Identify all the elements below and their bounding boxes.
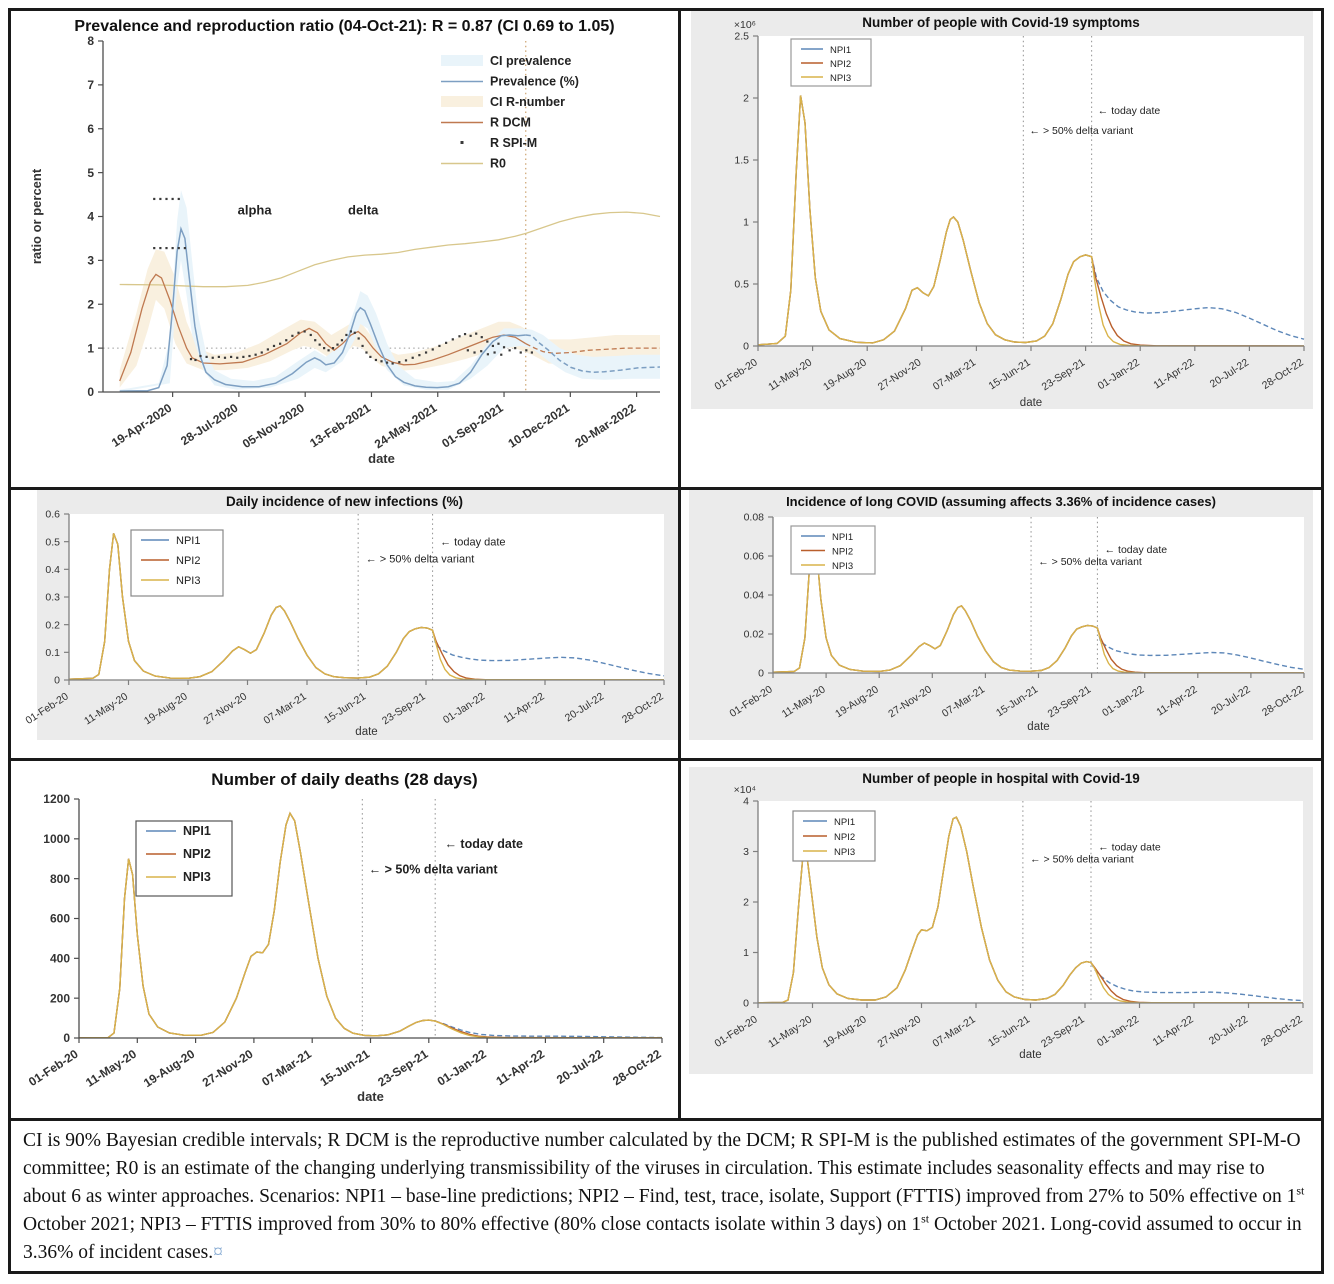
svg-text:07-Mar-21: 07-Mar-21 xyxy=(261,690,309,727)
svg-text:0.2: 0.2 xyxy=(45,619,60,632)
svg-text:0.5: 0.5 xyxy=(734,278,749,291)
svg-text:01-Jan-22: 01-Jan-22 xyxy=(434,1046,489,1089)
panel-daily-deaths xyxy=(11,761,678,1118)
svg-text:24-May-2021: 24-May-2021 xyxy=(371,400,440,452)
svg-text:NPI2: NPI2 xyxy=(834,832,856,843)
svg-text:19-Aug-20: 19-Aug-20 xyxy=(141,690,190,728)
svg-text:20-Jul-22: 20-Jul-22 xyxy=(1206,1013,1251,1048)
svg-text:alpha: alpha xyxy=(237,202,272,218)
svg-text:← > 50% delta variant: ← > 50% delta variant xyxy=(365,553,475,566)
svg-text:0: 0 xyxy=(743,340,749,353)
svg-text:01-Feb-20: 01-Feb-20 xyxy=(712,1013,760,1050)
svg-text:date: date xyxy=(1027,721,1050,733)
svg-text:date: date xyxy=(355,726,378,738)
svg-text:7: 7 xyxy=(87,78,94,93)
svg-text:11-May-20: 11-May-20 xyxy=(766,1013,815,1051)
svg-text:23-Sep-21: 23-Sep-21 xyxy=(1045,683,1094,721)
svg-text:10-Dec-2021: 10-Dec-2021 xyxy=(505,400,572,451)
svg-text:×10⁶: ×10⁶ xyxy=(733,19,756,31)
svg-text:0: 0 xyxy=(743,997,749,1010)
svg-text:5: 5 xyxy=(87,165,94,180)
svg-text:28-Oct-22: 28-Oct-22 xyxy=(1259,683,1306,719)
caption-text: CI is 90% Bayesian credible intervals; R DCM is the reproductive number calculated by the DCM; R SPI-M is the published estimates of the government SPI-M-O committee; R0 is an estimate of the changing underlying transmissibility of the viruses in circulation. This estimate includes seasonality effects and may rise to about 6 as winter approaches. Scenarios: NPI1 – base-line predictions; NPI2 – Find, test, trace, isolate, Support (FTTIS) improved from 27% to 50% effective on 1st October 2021; NPI3 – FTTIS improved from 30% to 80% effective (80% close contacts isolate within 3 days) on 1st October 2021. Long-covid assumed to occur in 3.36% of incident cases.¤ xyxy=(23,1130,1305,1263)
svg-text:6: 6 xyxy=(87,121,94,136)
svg-text:11-Apr-22: 11-Apr-22 xyxy=(493,1046,548,1089)
svg-text:800: 800 xyxy=(49,871,70,886)
svg-text:2: 2 xyxy=(743,896,749,909)
svg-text:Prevalence (%): Prevalence (%) xyxy=(490,74,579,89)
svg-text:NPI1: NPI1 xyxy=(176,535,201,547)
svg-text:15-Jun-21: 15-Jun-21 xyxy=(986,356,1033,393)
svg-text:15-Jun-21: 15-Jun-21 xyxy=(321,690,369,727)
svg-text:19-Aug-20: 19-Aug-20 xyxy=(140,1046,198,1091)
svg-text:ratio or percent: ratio or percent xyxy=(29,168,44,265)
svg-text:1.5: 1.5 xyxy=(734,154,749,167)
svg-text:07-Mar-21: 07-Mar-21 xyxy=(930,356,979,393)
svg-text:1000: 1000 xyxy=(43,832,70,847)
svg-text:8: 8 xyxy=(87,34,94,49)
svg-text:28-Oct-22: 28-Oct-22 xyxy=(1258,1013,1305,1049)
svg-text:0.06: 0.06 xyxy=(743,550,764,563)
svg-text:date: date xyxy=(368,451,395,466)
svg-text:2: 2 xyxy=(87,297,94,312)
svg-text:01-Jan-22: 01-Jan-22 xyxy=(1095,356,1142,393)
svg-text:1200: 1200 xyxy=(43,792,70,807)
svg-text:19-Aug-20: 19-Aug-20 xyxy=(820,1013,869,1051)
svg-text:23-Sep-21: 23-Sep-21 xyxy=(379,690,428,728)
svg-text:← > 50% delta variant: ← > 50% delta variant xyxy=(1029,124,1134,137)
svg-text:28-Oct-22: 28-Oct-22 xyxy=(1259,356,1306,392)
svg-text:28-Oct-22: 28-Oct-22 xyxy=(619,690,666,726)
svg-text:0.1: 0.1 xyxy=(45,647,60,660)
svg-text:01-Sep-2021: 01-Sep-2021 xyxy=(439,400,506,451)
svg-text:200: 200 xyxy=(49,991,70,1006)
svg-text:20-Mar-2022: 20-Mar-2022 xyxy=(572,400,639,451)
panel-hospital-occupancy xyxy=(681,761,1321,1118)
svg-text:23-Sep-21: 23-Sep-21 xyxy=(1039,356,1088,394)
svg-text:15-Jun-21: 15-Jun-21 xyxy=(985,1013,1033,1050)
svg-text:11-Apr-22: 11-Apr-22 xyxy=(1154,683,1200,719)
svg-text:date: date xyxy=(1019,1049,1042,1061)
svg-text:← today date: ← today date xyxy=(440,536,506,549)
svg-text:NPI2: NPI2 xyxy=(830,59,852,70)
svg-text:20-Jul-22: 20-Jul-22 xyxy=(1207,356,1252,391)
svg-text:0: 0 xyxy=(63,1031,70,1046)
svg-text:0: 0 xyxy=(54,674,60,687)
svg-text:NPI3: NPI3 xyxy=(830,73,852,84)
svg-text:NPI1: NPI1 xyxy=(834,817,856,828)
svg-text:NPI3: NPI3 xyxy=(832,561,854,572)
svg-text:Number of people in hospital w: Number of people in hospital with Covid-19 xyxy=(862,771,1140,786)
svg-text:NPI1: NPI1 xyxy=(183,824,211,838)
svg-text:0.4: 0.4 xyxy=(45,564,60,577)
svg-text:2: 2 xyxy=(743,92,749,105)
svg-text:4: 4 xyxy=(743,795,749,808)
svg-text:19-Aug-20: 19-Aug-20 xyxy=(833,683,881,721)
svg-text:13-Feb-2021: 13-Feb-2021 xyxy=(307,400,374,451)
svg-text:0: 0 xyxy=(758,667,764,680)
svg-text:NPI2: NPI2 xyxy=(176,555,201,567)
svg-text:11-Apr-22: 11-Apr-22 xyxy=(1150,1013,1196,1049)
svg-text:07-Mar-21: 07-Mar-21 xyxy=(939,683,988,720)
svg-text:0.5: 0.5 xyxy=(45,536,60,549)
svg-text:11-Apr-22: 11-Apr-22 xyxy=(1151,356,1197,392)
svg-text:600: 600 xyxy=(49,911,70,926)
svg-text:19-Apr-2020: 19-Apr-2020 xyxy=(109,400,175,450)
svg-text:23-Sep-21: 23-Sep-21 xyxy=(375,1046,431,1090)
svg-text:27-Nov-20: 27-Nov-20 xyxy=(875,356,924,394)
svg-text:01-Feb-20: 01-Feb-20 xyxy=(26,1046,81,1090)
svg-text:NPI2: NPI2 xyxy=(832,546,854,558)
panel-long-covid-incidence xyxy=(681,490,1321,758)
svg-text:1: 1 xyxy=(743,947,749,960)
svg-text:05-Nov-2020: 05-Nov-2020 xyxy=(239,400,307,452)
svg-text:01-Jan-22: 01-Jan-22 xyxy=(1100,683,1147,720)
svg-text:01-Jan-22: 01-Jan-22 xyxy=(440,690,488,727)
svg-text:20-Jul-22: 20-Jul-22 xyxy=(554,1046,606,1087)
svg-text:28-Oct-22: 28-Oct-22 xyxy=(610,1046,664,1089)
svg-text:← > 50% delta variant: ← > 50% delta variant xyxy=(368,862,498,877)
svg-text:date: date xyxy=(357,1089,384,1104)
svg-text:Number of daily deaths (28 day: Number of daily deaths (28 days) xyxy=(211,770,478,789)
svg-text:15-Jun-21: 15-Jun-21 xyxy=(317,1046,373,1090)
svg-text:0.6: 0.6 xyxy=(45,508,60,521)
svg-text:NPI3: NPI3 xyxy=(183,870,211,884)
svg-text:11-May-20: 11-May-20 xyxy=(779,683,828,721)
svg-text:23-Sep-21: 23-Sep-21 xyxy=(1038,1013,1087,1051)
figure-frame xyxy=(8,8,1324,1274)
svg-text:27-Nov-20: 27-Nov-20 xyxy=(199,1046,256,1090)
panel-prevalence-reproduction-ratio xyxy=(11,11,678,487)
svg-text:Incidence of long COVID (assum: Incidence of long COVID (assuming affects 3.36% of incidence cases) xyxy=(786,494,1216,509)
svg-text:27-Nov-20: 27-Nov-20 xyxy=(875,1013,924,1051)
panel-daily-incidence xyxy=(11,490,678,758)
long-covid-incidence-chart xyxy=(681,490,1321,758)
svg-text:Prevalence and reproduction ra: Prevalence and reproduction ratio (04-Oct-21): R = 0.87 (CI 0.69 to 1.05) xyxy=(74,18,615,35)
svg-text:11-May-20: 11-May-20 xyxy=(82,690,131,728)
svg-text:1: 1 xyxy=(743,216,749,229)
svg-text:NPI3: NPI3 xyxy=(176,575,201,587)
svg-text:NPI1: NPI1 xyxy=(830,45,852,56)
svg-text:11-Apr-22: 11-Apr-22 xyxy=(501,690,547,726)
svg-text:0.3: 0.3 xyxy=(45,591,60,604)
svg-text:Daily incidence of new infecti: Daily incidence of new infections (%) xyxy=(225,494,464,509)
svg-text:NPI2: NPI2 xyxy=(183,847,211,861)
svg-text:← today date: ← today date xyxy=(1098,841,1161,854)
svg-text:0.02: 0.02 xyxy=(743,628,764,641)
prevalence-reproduction-ratio-chart xyxy=(11,11,678,487)
svg-text:CI prevalence: CI prevalence xyxy=(490,54,572,68)
svg-text:11-May-20: 11-May-20 xyxy=(83,1046,139,1090)
svg-text:date: date xyxy=(1019,397,1043,409)
daily-incidence-chart xyxy=(11,490,678,758)
svg-text:28-Jul-2020: 28-Jul-2020 xyxy=(178,400,241,449)
svg-text:01-Feb-20: 01-Feb-20 xyxy=(712,356,760,393)
svg-text:3: 3 xyxy=(87,253,94,268)
svg-text:R SPI-M: R SPI-M xyxy=(490,136,538,150)
svg-text:11-May-20: 11-May-20 xyxy=(766,356,815,394)
svg-text:1: 1 xyxy=(87,341,94,356)
svg-text:07-Mar-21: 07-Mar-21 xyxy=(259,1046,314,1090)
svg-text:NPI3: NPI3 xyxy=(834,847,856,858)
svg-text:R DCM: R DCM xyxy=(490,115,531,130)
svg-text:← > 50% delta variant: ← > 50% delta variant xyxy=(1030,853,1134,866)
svg-text:Number of people with Covid-19: Number of people with Covid-19 symptoms xyxy=(862,15,1140,30)
svg-text:20-Jul-22: 20-Jul-22 xyxy=(562,690,607,725)
figure-caption xyxy=(11,1121,1321,1271)
svg-text:07-Mar-21: 07-Mar-21 xyxy=(930,1013,978,1050)
svg-text:2.5: 2.5 xyxy=(734,30,749,43)
svg-text:delta: delta xyxy=(348,202,379,218)
svg-text:3: 3 xyxy=(743,846,749,859)
svg-text:01-Feb-20: 01-Feb-20 xyxy=(23,690,71,727)
svg-text:15-Jun-21: 15-Jun-21 xyxy=(993,683,1041,720)
hospital-occupancy-chart xyxy=(681,761,1321,1118)
svg-text:0: 0 xyxy=(87,385,94,400)
svg-text:27-Nov-20: 27-Nov-20 xyxy=(886,683,934,721)
panel-covid-symptoms xyxy=(681,11,1321,487)
svg-text:0.04: 0.04 xyxy=(743,589,764,602)
svg-text:400: 400 xyxy=(49,951,70,966)
svg-text:← today date: ← today date xyxy=(1097,105,1161,118)
svg-text:20-Jul-22: 20-Jul-22 xyxy=(1209,683,1253,718)
daily-deaths-chart xyxy=(11,761,678,1118)
svg-text:← > 50% delta variant: ← > 50% delta variant xyxy=(1038,555,1142,568)
svg-text:19-Aug-20: 19-Aug-20 xyxy=(821,356,869,394)
svg-text:0.08: 0.08 xyxy=(743,511,764,524)
svg-text:01-Jan-22: 01-Jan-22 xyxy=(1094,1013,1142,1050)
covid-symptoms-chart xyxy=(681,11,1321,487)
svg-text:← today date: ← today date xyxy=(1104,544,1168,557)
svg-text:← today date: ← today date xyxy=(444,836,523,851)
svg-text:27-Nov-20: 27-Nov-20 xyxy=(201,690,250,728)
svg-text:01-Feb-20: 01-Feb-20 xyxy=(727,683,775,720)
svg-text:×10⁴: ×10⁴ xyxy=(733,784,756,796)
svg-text:4: 4 xyxy=(87,209,94,224)
svg-text:NPI1: NPI1 xyxy=(832,532,854,543)
svg-text:CI R-number: CI R-number xyxy=(490,95,565,109)
svg-text:R0: R0 xyxy=(490,156,506,171)
